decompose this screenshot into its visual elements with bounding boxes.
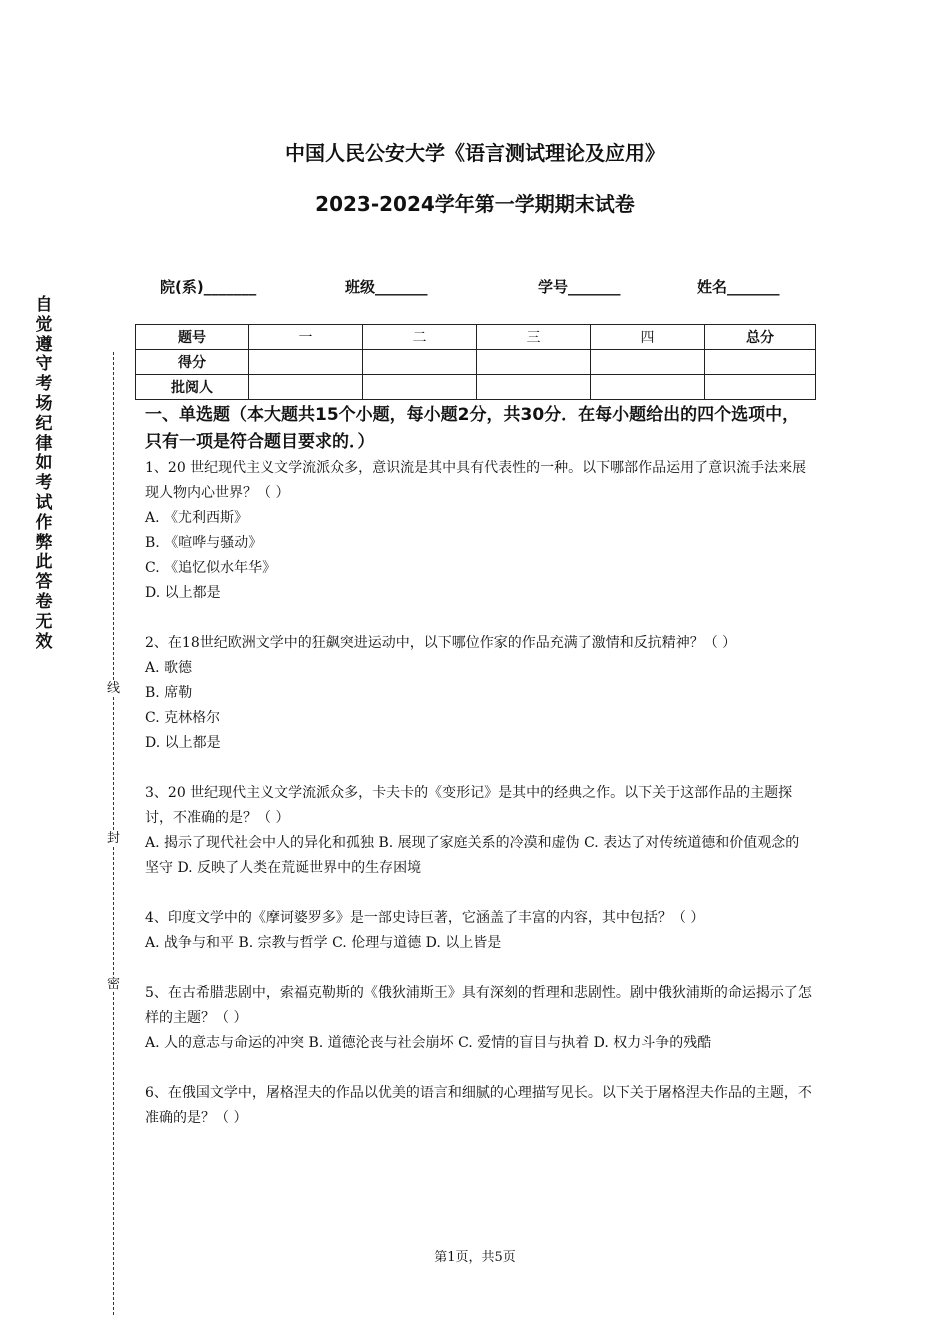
option-a[interactable]: A. 歌德 — [145, 660, 193, 676]
option-b[interactable]: B. 《喧哗与骚动》 — [145, 535, 263, 551]
seal-mark-seal: 封 — [107, 831, 121, 846]
score-table-header: 总分 — [705, 325, 816, 350]
score-table-row — [136, 350, 816, 375]
seal-mark-secret: 密 — [107, 977, 121, 992]
grader-cell[interactable] — [363, 375, 477, 400]
student-id-field: 学号_______ — [538, 278, 621, 296]
class-field: 班级_______ — [345, 278, 428, 296]
score-table-header-row — [136, 325, 816, 350]
question-stem: 2、在18世纪欧洲文学中的狂飙突进运动中，以下哪位作家的作品充满了激情和反抗精神？（ ） — [145, 635, 737, 651]
question-options[interactable]: A. 揭示了现代社会中人的异化和孤独 B. 展现了家庭关系的冷漠和虚伪 C. 表达了对传统道德和价值观念的坚守 D. 反映了人类在荒诞世界中的生存困境 — [145, 835, 800, 876]
grader-cell[interactable] — [705, 375, 816, 400]
option-b[interactable]: B. 席勒 — [145, 685, 193, 701]
grader-cell[interactable] — [249, 375, 363, 400]
score-table-header: 一 — [249, 325, 363, 350]
question-3 — [145, 781, 813, 881]
grader-cell[interactable] — [591, 375, 705, 400]
option-c[interactable]: C. 克林格尔 — [145, 710, 221, 726]
score-cell[interactable] — [477, 350, 591, 375]
page-number: 第1页，共5页 — [434, 1250, 516, 1265]
score-row-label: 得分 — [136, 350, 249, 375]
score-cell[interactable] — [363, 350, 477, 375]
question-stem: 1、20 世纪现代主义文学流派众多，意识流是其中具有代表性的一种。以下哪部作品运用了意识流手法来展现人物内心世界？（ ） — [145, 460, 807, 501]
score-table-header: 题号 — [136, 325, 249, 350]
score-cell[interactable] — [705, 350, 816, 375]
exam-title-line2: 2023-2024学年第一学期期末试卷 — [315, 192, 635, 216]
question-1 — [145, 456, 813, 606]
department-field: 院(系)_______ — [160, 278, 257, 296]
option-a[interactable]: A. 《尤利西斯》 — [145, 510, 249, 526]
grader-row-label: 批阅人 — [136, 375, 249, 400]
question-stem: 3、20 世纪现代主义文学流派众多，卡夫卡的《变形记》是其中的经典之作。以下关于这部作品的主题探讨，不准确的是？（ ） — [145, 785, 793, 826]
exam-discipline-notice: 自觉遵守考场纪律如考试作弊此答卷无效 — [35, 295, 53, 652]
question-options[interactable]: A. 战争与和平 B. 宗教与哲学 C. 伦理与道德 D. 以上皆是 — [145, 935, 502, 951]
seal-mark-line: 线 — [107, 681, 121, 696]
question-stem: 6、在俄国文学中，屠格涅夫的作品以优美的语言和细腻的心理描写见长。以下关于屠格涅夫作品的主题，不准确的是？（ ） — [145, 1085, 812, 1126]
score-table — [135, 324, 816, 400]
question-4 — [145, 906, 813, 956]
option-d[interactable]: D. 以上都是 — [145, 735, 221, 751]
score-table-header: 四 — [591, 325, 705, 350]
section-title: 一、单选题（本大题共15个小题，每小题2分，共30分．在每小题给出的四个选项中，只有一项是符合题目要求的．） — [145, 405, 800, 452]
option-c[interactable]: C. 《追忆似水年华》 — [145, 560, 277, 576]
score-cell[interactable] — [591, 350, 705, 375]
question-options[interactable]: A. 人的意志与命运的冲突 B. 道德沦丧与社会崩坏 C. 爱情的盲目与执着 D. 权力斗争的残酷 — [145, 1035, 712, 1051]
question-2 — [145, 631, 813, 756]
score-table-header: 二 — [363, 325, 477, 350]
option-d[interactable]: D. 以上都是 — [145, 585, 221, 601]
score-table-row — [136, 375, 816, 400]
exam-title-line1: 中国人民公安大学《语言测试理论及应用》 — [285, 141, 665, 165]
question-6 — [145, 1081, 813, 1131]
question-stem: 4、印度文学中的《摩诃婆罗多》是一部史诗巨著，它涵盖了丰富的内容，其中包括？（ ） — [145, 910, 705, 926]
question-area — [145, 402, 813, 1131]
name-field: 姓名_______ — [697, 278, 780, 296]
grader-cell[interactable] — [477, 375, 591, 400]
question-stem: 5、在古希腊悲剧中，索福克勒斯的《俄狄浦斯王》具有深刻的哲理和悲剧性。剧中俄狄浦斯的命运揭示了怎样的主题？（ ） — [145, 985, 812, 1026]
question-5 — [145, 981, 813, 1056]
score-cell[interactable] — [249, 350, 363, 375]
score-table-header: 三 — [477, 325, 591, 350]
